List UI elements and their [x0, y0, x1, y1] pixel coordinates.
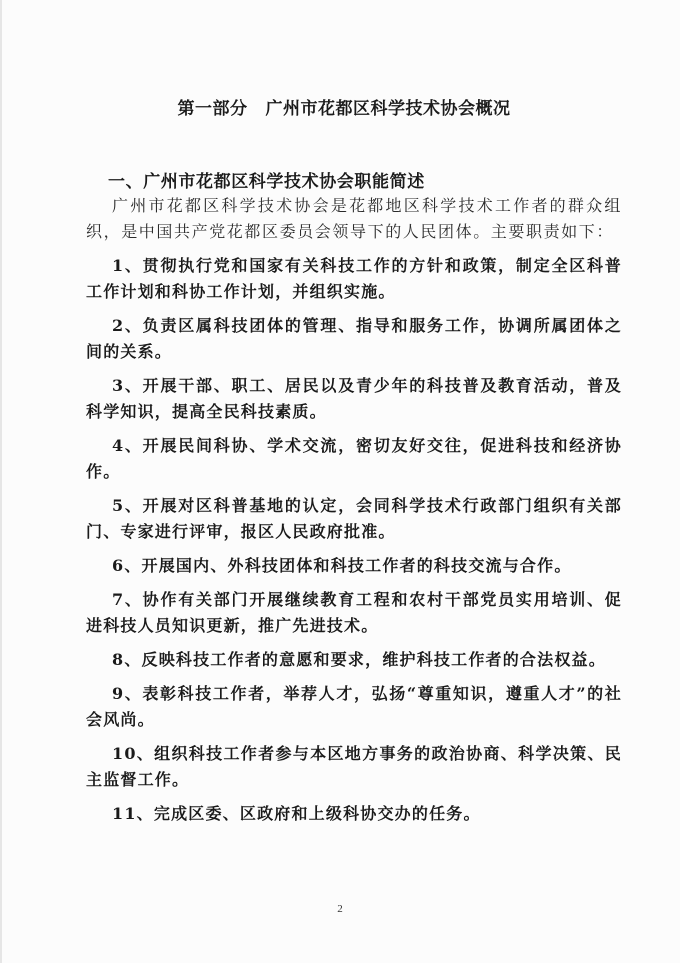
duty-item-11: 11、完成区委、区政府和上级科协交办的任务。: [112, 804, 481, 823]
duty-item-8: 8、反映科技工作者的意愿和要求，维护科技工作者的合法权益。: [112, 650, 606, 669]
intro-paragraph: 广州市花都区科学技术协会是花都地区科学技术工作者的群众组织，是中国共产党花都区委员会领导下的人民团体。主要职责如下：: [86, 196, 622, 241]
duty-item-6: 6、开展国内、外科技团体和科技工作者的科技交流与合作。: [112, 556, 572, 575]
title-part: 第一部分: [177, 99, 248, 119]
page-title: [0, 94, 680, 119]
duty-item-5: 5、开展对区科普基地的认定，会同科学技术行政部门组织有关部门、专家进行评审，报区人民政府批准。: [86, 496, 622, 541]
duty-item-10: 10、组织科技工作者参与本区地方事务的政治协商、科学决策、民主监督工作。: [86, 744, 622, 789]
duty-item-7: 7、协作有关部门开展继续教育工程和农村干部党员实用培训、促进科技人员知识更新，推广先进技术。: [86, 590, 622, 635]
duty-item-3: 3、开展干部、职工、居民以及青少年的科技普及教育活动，普及科学知识，提高全民科技素质。: [86, 376, 622, 421]
title-text: 广州市花都区科学技术协会概况: [265, 99, 511, 119]
page-number: 2: [337, 903, 343, 915]
duty-item-2: 2、负责区属科技团体的管理、指导和服务工作，协调所属团体之间的关系。: [86, 316, 622, 361]
duty-item-1: 1、贯彻执行党和国家有关科技工作的方针和政策，制定全区科普工作计划和科协工作计划，并组织实施。: [86, 256, 622, 301]
duty-item-9: 9、表彰科技工作者，举荐人才，弘扬“尊重知识，遵重人才”的社会风尚。: [86, 684, 622, 729]
section-heading: 一、广州市花都区科学技术协会职能简述: [108, 172, 425, 192]
page-edge: [0, 0, 2, 963]
document-body: [86, 193, 622, 835]
duty-item-4: 4、开展民间科协、学术交流，密切友好交往，促进科技和经济协作。: [86, 436, 622, 481]
